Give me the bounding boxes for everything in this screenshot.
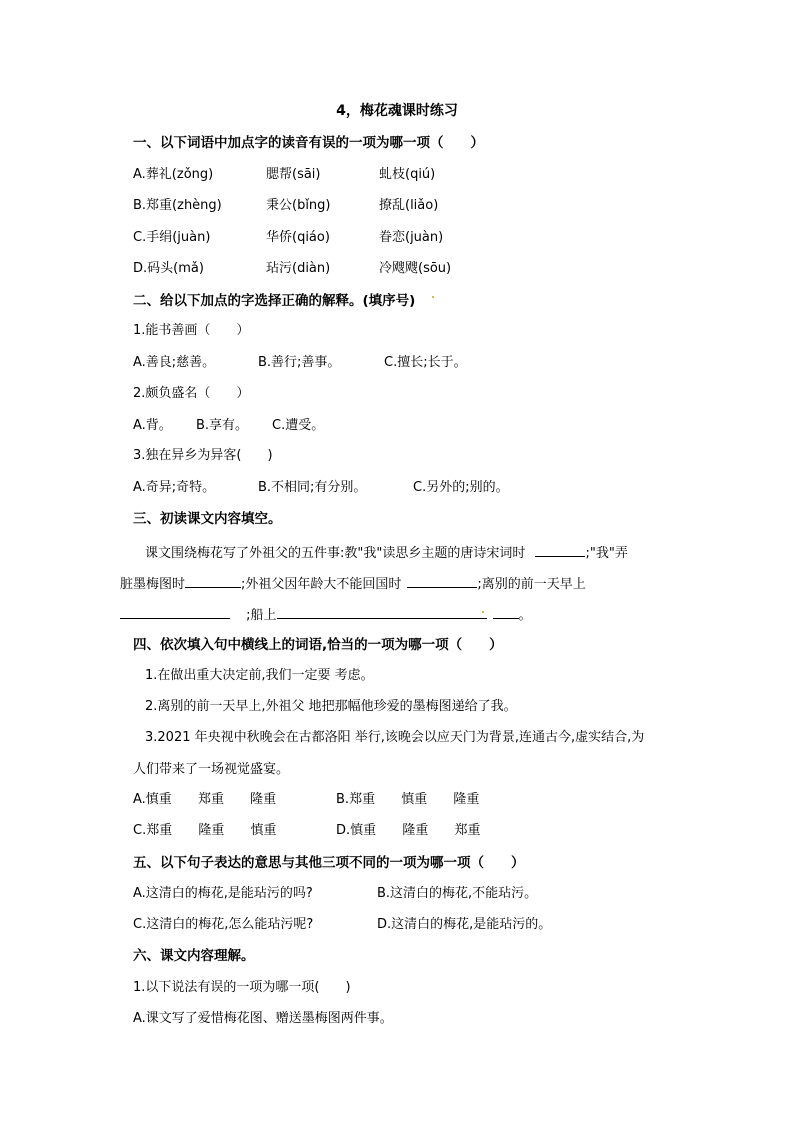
stray-mark	[432, 296, 434, 298]
option-word: 慎重	[145, 792, 172, 807]
q3-line2-text-c: ;离别的前一天早上	[477, 577, 586, 592]
q2-item2-option-c: C.遭受。	[272, 418, 325, 433]
q5-option-a: A.这清白的梅花,是能玷污的吗?	[133, 886, 313, 901]
option-word: 隆重	[402, 823, 429, 838]
q6-heading: 六、课文内容理解。	[133, 948, 255, 964]
q1-option-c2: 华侨(qiáo)	[266, 230, 330, 245]
q3-heading: 三、初读课文内容填空。	[133, 511, 282, 527]
q3-blank-1[interactable]	[535, 542, 585, 557]
q4-option-d	[336, 822, 480, 840]
q3-blank-2[interactable]	[185, 573, 241, 588]
q4-option-c	[133, 822, 277, 840]
q4-sentence-3-cont: 人们带来了一场视觉盛宴。	[133, 762, 290, 777]
q3-blank-6[interactable]	[493, 604, 519, 619]
q4-heading: 四、依次填入句中横线上的词语,恰当的一项为哪一项（ ）	[133, 637, 503, 653]
q2-item2-stem: 2.颇负盛名（ ）	[133, 386, 250, 401]
q3-line3-text-a: ;船上	[246, 608, 277, 623]
q2-item2-option-b: B.享有。	[196, 418, 249, 433]
q6-item1-option-a: A.课文写了爱惜梅花图、赠送墨梅图两件事。	[133, 1011, 393, 1026]
option-word: 慎重	[401, 792, 428, 807]
q3-line3-text-b: 。	[518, 608, 532, 623]
q2-heading: 二、给以下加点的字选择正确的解释。(填序号)	[133, 293, 416, 309]
q3-line1-text-a: 课文围绕梅花写了外祖父的五件事:教"我"读思乡主题的唐诗宋词时	[145, 546, 526, 561]
q1-option-a3: 虬枝(qiú)	[379, 167, 436, 182]
q3-line2	[120, 573, 586, 594]
q2-item1-stem: 1.能书善画（ ）	[133, 323, 250, 338]
q1-option-d2: 玷污(diàn)	[266, 261, 331, 276]
q2-item1-option-c: C.擅长;长于。	[384, 355, 467, 370]
q3-line3	[120, 604, 532, 625]
option-word: 郑重	[349, 792, 376, 807]
q4-sentence-3: 3.2021 年央视中秋晚会在古都洛阳 举行,该晚会以应天门为背景,连通古今,虚实结合,为	[145, 730, 645, 745]
q3-line1	[145, 542, 628, 563]
q5-option-d: D.这清白的梅花,是能玷污的。	[377, 917, 552, 932]
q2-item3-option-b: B.不相同;有分别。	[258, 480, 367, 495]
option-word: 郑重	[454, 823, 481, 838]
q2-item2-option-a: A.背。	[133, 418, 172, 433]
option-label: A.	[133, 792, 146, 807]
q4-sentence-2: 2.离别的前一天早上,外祖父 地把那幅他珍爱的墨梅图递给了我。	[145, 699, 517, 714]
option-word: 慎重	[350, 823, 377, 838]
q3-line2-text-b: ;外祖父因年龄大不能回国时	[241, 577, 402, 592]
q1-option-a1: A.葬礼(zǒng)	[133, 167, 214, 182]
q5-option-c: C.这清白的梅花,怎么能玷污呢?	[133, 917, 314, 932]
q1-option-d1: D.码头(mǎ)	[133, 261, 204, 276]
q2-item1-option-a: A.善良;慈善。	[133, 355, 216, 370]
stray-mark	[482, 611, 484, 613]
q1-option-b1: B.郑重(zhèng)	[133, 198, 222, 213]
q1-option-c1: C.手绢(juàn)	[133, 230, 211, 245]
q1-option-b3: 撩乱(liǎo)	[379, 198, 439, 213]
q2-item3-option-a: A.奇异;奇特。	[133, 480, 216, 495]
q1-option-b2: 秉公(bǐng)	[266, 198, 331, 213]
option-label: C.	[133, 823, 147, 838]
q3-line1-text-b: ;"我"弄	[585, 546, 628, 561]
q3-blank-5[interactable]	[277, 604, 487, 619]
page-title: 4，梅花魂课时练习	[336, 103, 458, 119]
q5-option-b: B.这清白的梅花,不能玷污。	[377, 886, 538, 901]
q3-blank-3[interactable]	[407, 573, 477, 588]
q1-option-d3: 冷飕飕(sōu)	[379, 261, 452, 276]
option-label: D.	[336, 823, 351, 838]
q1-option-a2: 腮帮(sāi)	[266, 167, 321, 182]
q2-item3-stem: 3.独在异乡为异客( )	[133, 448, 273, 463]
q4-option-b	[336, 791, 479, 809]
option-word: 隆重	[198, 823, 225, 838]
option-word: 郑重	[146, 823, 173, 838]
q6-item1-stem: 1.以下说法有误的一项为哪一项( )	[133, 980, 351, 995]
q4-sentence-1: 1.在做出重大决定前,我们一定要 考虑。	[145, 668, 374, 683]
option-word: 隆重	[250, 792, 277, 807]
q3-line2-text-a: 脏墨梅图时	[120, 577, 186, 592]
option-word: 郑重	[197, 792, 224, 807]
q3-blank-4[interactable]	[120, 604, 230, 619]
q1-option-c3: 眷恋(juàn)	[379, 230, 444, 245]
option-label: B.	[336, 792, 350, 807]
q2-item3-option-c: C.另外的;别的。	[413, 480, 509, 495]
q5-heading: 五、以下句子表达的意思与其他三项不同的一项为哪一项（ ）	[133, 855, 525, 871]
q1-heading: 一、以下词语中加点字的读音有误的一项为哪一项（ ）	[133, 135, 484, 151]
option-word: 慎重	[250, 823, 277, 838]
option-word: 隆重	[453, 792, 480, 807]
q2-item1-option-b: B.善行;善事。	[258, 355, 341, 370]
q4-option-a	[133, 791, 276, 809]
